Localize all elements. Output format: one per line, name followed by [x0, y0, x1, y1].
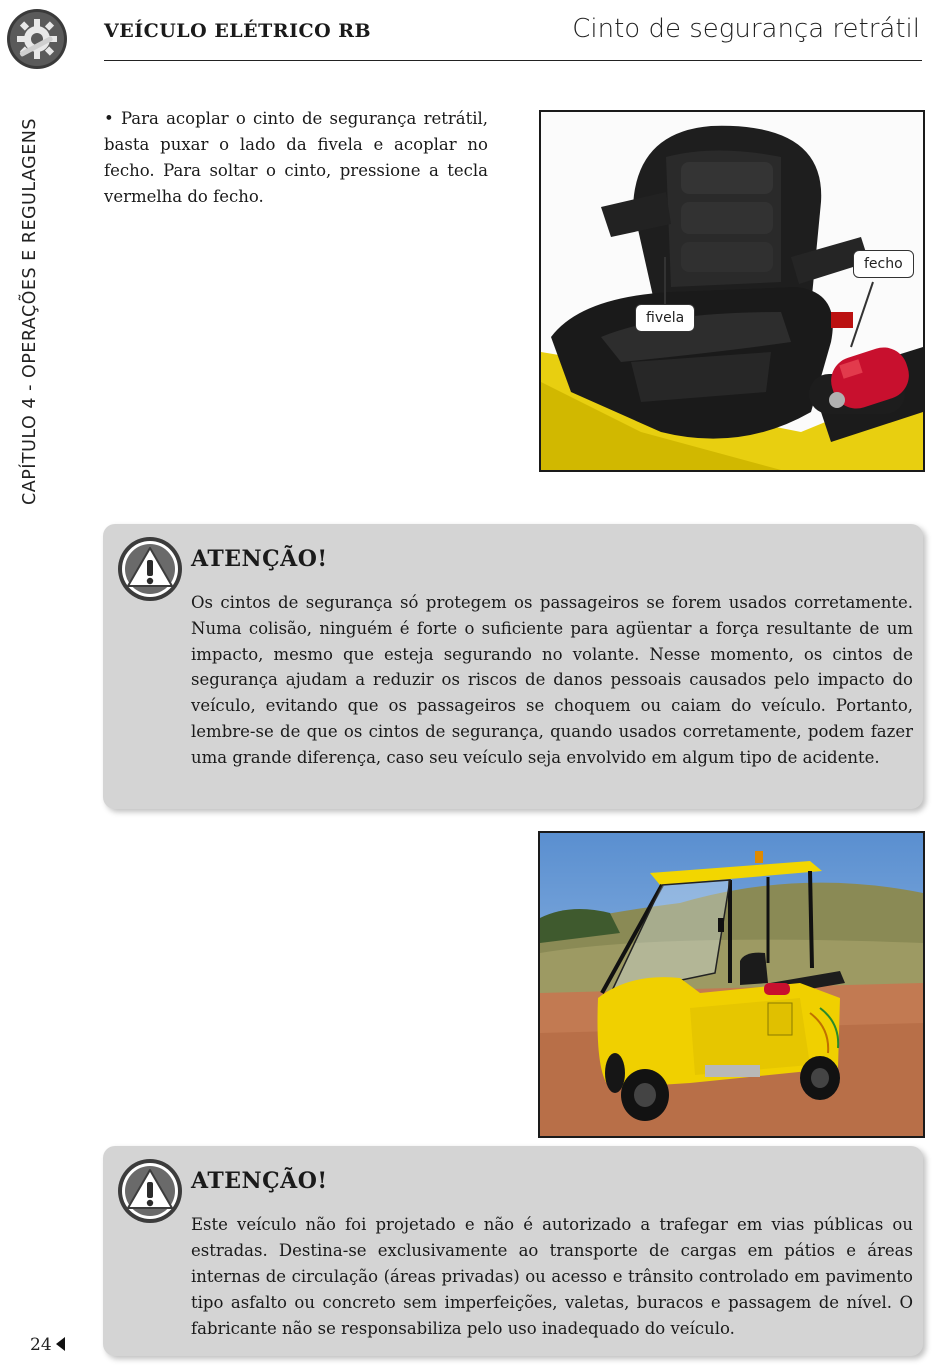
fecho-label: fecho	[853, 250, 914, 278]
vehicle-photo	[538, 831, 925, 1138]
chapter-sidebar-title: CAPÍTULO 4 - OPERAÇÕES E REGULAGENS	[20, 118, 40, 505]
warning-callout	[103, 524, 923, 809]
fivela-label: fivela	[635, 304, 695, 332]
warning-text: Os cintos de segurança só protegem os passageiros se forem usados corretamente. Numa colisão, ninguém é forte o suficiente para agüentar a força resultante de um impacto, mesmo que esteja segurando no volante. Nesse momento, os cintos de segurança ajudam a reduzir os riscos de danos pessoais causados pelo impacto do veículo, evitando que os passageiros se choquem ou caiam do veículo. Portanto, lembre-se de que os cintos de segurança, quando usados corretamente, podem fazer uma grande diferença, caso seu veículo seja envolvido em algum tipo de acidente.	[191, 593, 913, 767]
warning-icon	[117, 1158, 183, 1224]
warning-icon	[117, 536, 183, 602]
warning-text: Este veículo não foi projetado e não é autorizado a trafegar em vias públicas ou estradas. Destina-se exclusivamente ao transporte de cargas em pátios e áreas internas de circulação (áreas privadas) ou acesso e trânsito controlado em pavimento tipo asfalto ou concreto sem imperfeições, valetas, buracos e passagem de nível. O fabricante não se responsabiliza pelo uso inadequado do veículo.	[191, 1215, 913, 1338]
warning-title: ATENÇÃO!	[191, 1168, 328, 1194]
document-title: VEÍCULO ELÉTRICO RB	[104, 20, 372, 42]
intro-paragraph: • Para acoplar o cinto de segurança retrátil, basta puxar o lado da fivela e acoplar no fecho. Para soltar o cinto, pressione a tecla vermelha do fecho.	[104, 109, 488, 206]
seat-photo	[539, 110, 925, 472]
warning-title: ATENÇÃO!	[191, 546, 328, 572]
section-title: Cinto de segurança retrátil	[572, 14, 920, 44]
previous-arrow-icon	[56, 1337, 65, 1351]
page-number	[30, 1335, 65, 1355]
page-number-value: 24	[30, 1335, 52, 1355]
header-divider	[104, 60, 922, 61]
gear-icon	[6, 8, 68, 70]
warning-callout	[103, 1146, 923, 1356]
